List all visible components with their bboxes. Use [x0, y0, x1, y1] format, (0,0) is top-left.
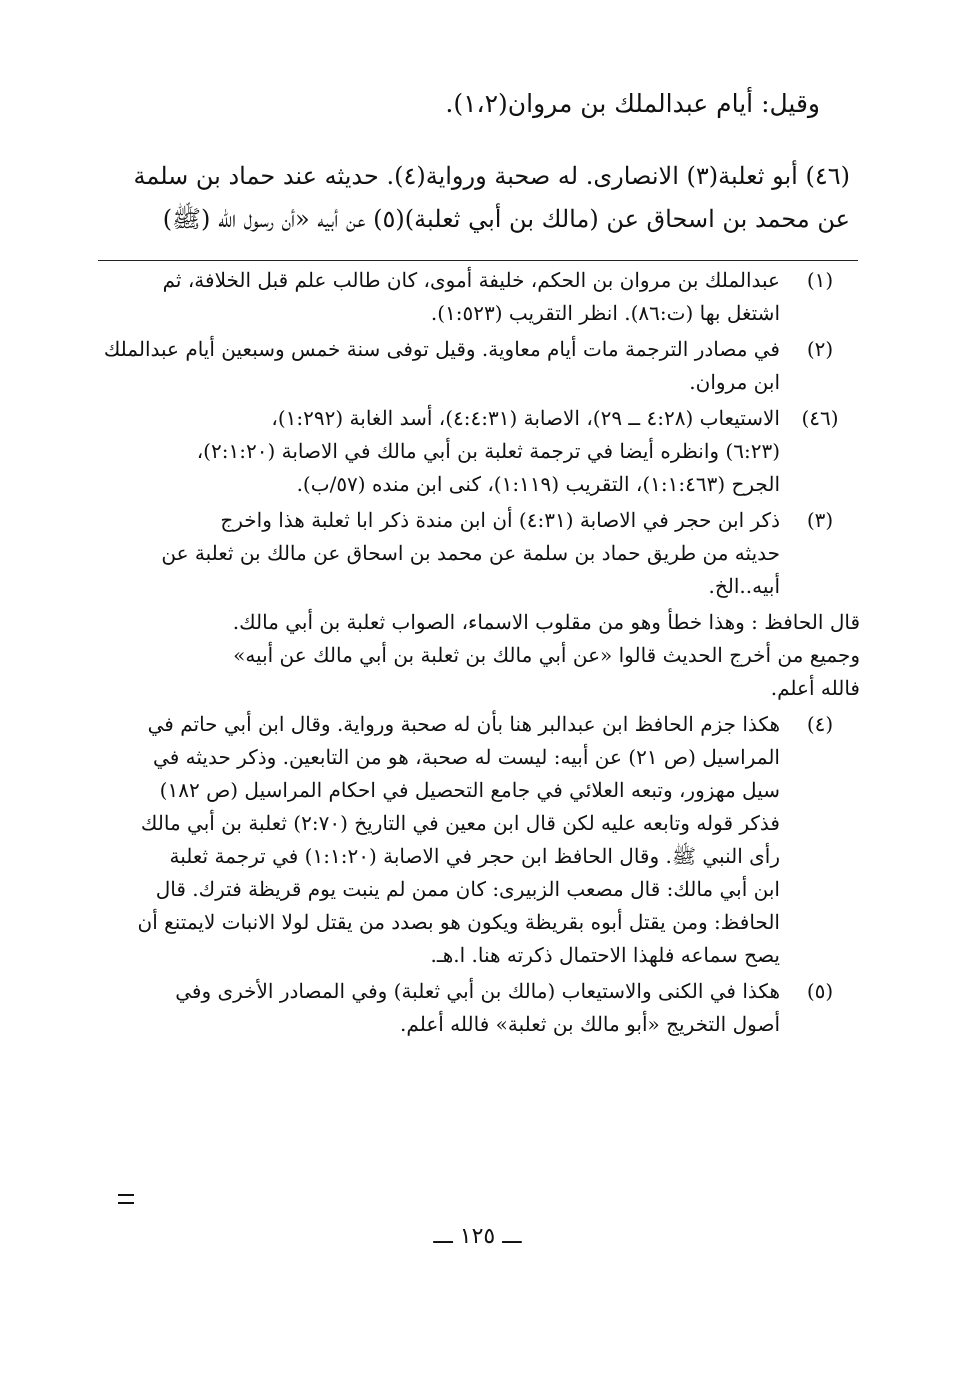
footnote-line: فذكر قوله وتابعه عليه لكن قال ابن معين في التاريخ (٢:٧٠) ثعلبة بن أبي مالك — [140, 811, 780, 835]
footnote-label: (٥) — [806, 979, 834, 1003]
footnote-line: رأى النبي ﷺ. وقال الحافظ ابن حجر في الاصابة (١:١:٢٠) في ترجمة ثعلبة — [169, 844, 780, 868]
continuation-mark — [118, 1194, 134, 1204]
footnote-continuation — [100, 606, 860, 705]
footnote — [100, 708, 860, 972]
footnote-line: الحافظ: ومن يقتل أبوه بقريظة ويكون هو بصدد من يقتل لولا الانبات لايمتنع أن — [137, 910, 780, 934]
footnote-line: حديثه من طريق حماد بن سلمة عن محمد بن اسحاق عن مالك بن ثعلبة عن — [161, 541, 780, 565]
footnote-line: أبيه..الخ. — [708, 574, 780, 598]
footnote-line: ابن مروان. — [689, 370, 780, 394]
footnote-line: هكذا جزم الحافظ ابن عبدالبر هنا بأن له صحبة ورواية. وقال ابن أبي حاتم في — [147, 712, 780, 736]
continuation-line: وجميع من أخرج الحديث قالوا «عن أبي مالك بن ثعلبة بن أبي مالك عن أبيه» — [233, 643, 860, 667]
footnote-line: ذكر ابن حجر في الاصابة (٤:٣١) أن ابن مندة ذكر ابا ثعلبة هذا واخرج — [220, 508, 780, 532]
footnote — [100, 975, 860, 1041]
footnote-body — [100, 975, 780, 1041]
footnote — [100, 504, 860, 603]
footnote-line: في مصادر الترجمة مات أيام معاوية. وقيل توفى سنة خمس وسبعين أيام عبدالملك — [103, 337, 780, 361]
footnote-line: هكذا في الكنى والاستيعاب (مالك بن أبي ثعلبة) وفي المصادر الأخرى وفي — [175, 979, 780, 1003]
footnote — [100, 333, 860, 399]
footnote-label: (١) — [806, 268, 834, 292]
continuation-line: فالله أعلم. — [770, 676, 860, 700]
footnote-body — [100, 708, 780, 972]
footnote-separator — [98, 260, 858, 261]
footnote — [100, 402, 860, 501]
footnote-line: المراسيل (ص ٢١) عن أبيه: ليست له صحبة، هو من التابعين. وذكر حديثه في — [153, 745, 780, 769]
footnote-line: عبدالملك بن مروان بن الحكم، خليفة أموى، كان طالب علم قبل الخلافة، ثم — [162, 268, 780, 292]
page-number: ـــ ١٢٥ ـــ — [433, 1224, 522, 1249]
footnote-line: اشتغل بها (ت:٨٦). انظر التقريب (١:٥٢٣). — [430, 301, 780, 325]
footnote-body — [100, 264, 780, 330]
footnote-body — [100, 333, 780, 399]
footnote-body — [100, 504, 780, 603]
footnotes — [100, 264, 860, 1044]
footnote-label: (٣) — [806, 508, 834, 532]
footnote-line: سيل مهزور، وتبعه العلائي في جامع التحصيل في احكام المراسيل (ص ١٨٢) — [159, 778, 780, 802]
footnote-line: يصح سماعه فلهذا الاحتمال ذكرته هنا. ا.هـ. — [430, 943, 780, 967]
footnote-label: (٢) — [806, 337, 834, 361]
footnote-label: (٤) — [806, 712, 834, 736]
continuation-line: قال الحافظ : وهذا خطأ وهو من مقلوب الاسماء، الصواب ثعلبة بن أبي مالك. — [232, 610, 860, 634]
entry-line: (٤٦) أبو ثعلبة(٣) الانصارى. له صحبة ورواية(٤). حديثه عند حماد بن سلمة — [133, 162, 850, 190]
footnote-line: ابن أبي مالك: قال مصعب الزبيرى: كان ممن لم ينبت يوم قريظة فترك. قال — [155, 877, 780, 901]
footnote-line: الجرح (١:١:٤٦٣)، التقريب (١:١١٩)، كنى ابن منده (٥٧/ب). — [296, 472, 780, 496]
footnote-body — [100, 402, 780, 501]
footnote — [100, 264, 860, 330]
footnote-label: (٤٦) — [801, 406, 839, 430]
footnote-line: الاستيعاب (٤:٢٨ ــ ٢٩)، الاصابة (٤:٤:٣١)، أسد الغابة (١:٢٩٢)، — [271, 406, 780, 430]
entry-line: عن محمد بن اسحاق عن (مالك بن أبي ثعلبة)(٥) عن أبيه «أن رسول الله (ﷺ) — [162, 205, 850, 233]
footnote-line: أصول التخريج «أبو مالك بن ثعلبة» فالله أعلم. — [400, 1012, 780, 1036]
top-line: وقيل: أيام عبدالملك بن مروان(١،٢). — [445, 89, 820, 118]
entry-46 — [98, 155, 850, 241]
footnote-line: (٦:٢٣) وانظره أيضا في ترجمة ثعلبة بن أبي مالك في الاصابة (٢:١:٢٠)، — [196, 439, 780, 463]
